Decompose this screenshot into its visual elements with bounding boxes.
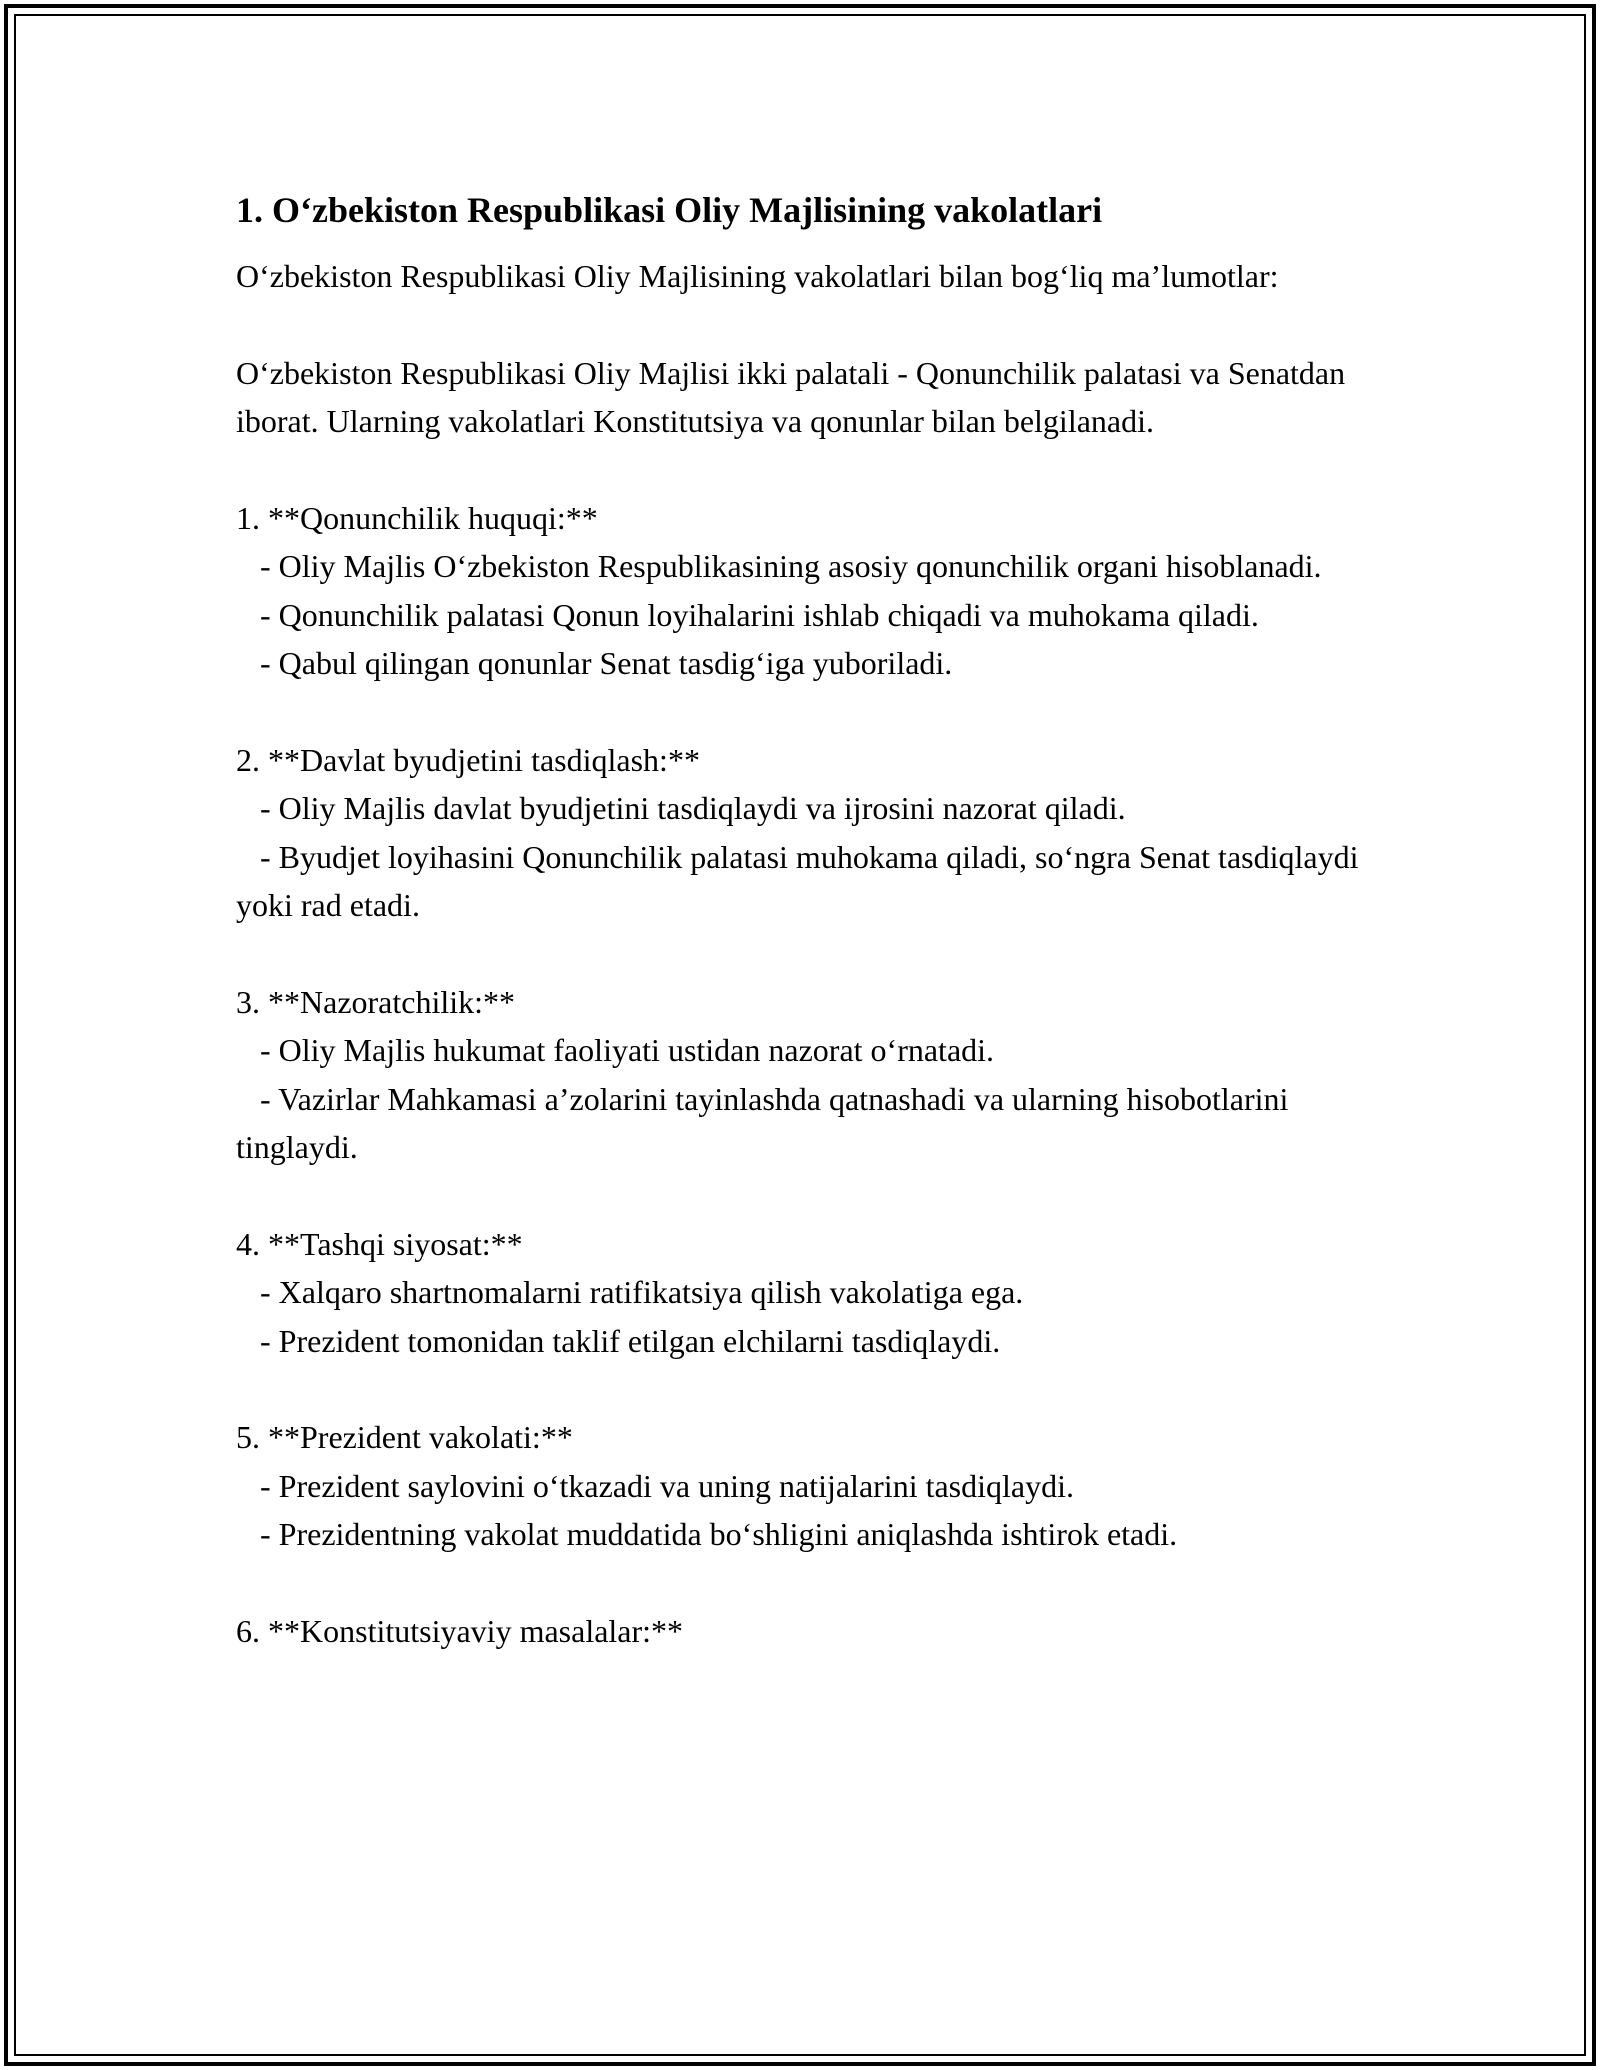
section-heading: 6. **Konstitutsiyaviy masalalar:** bbox=[236, 1612, 684, 1649]
list-item: - Oliy Majlis hukumat faoliyati ustidan nazorat o‘rnatadi. bbox=[236, 1032, 995, 1068]
section-heading: 1. **Qonunchilik huquqi:** bbox=[236, 499, 598, 536]
section-foreign-policy bbox=[236, 1220, 1376, 1366]
section-heading: 4. **Tashqi siyosat:** bbox=[236, 1225, 523, 1262]
section-president bbox=[236, 1413, 1376, 1559]
list-item: - Vazirlar Mahkamasi a’zolarini tayinlashda qatnashadi va ularning hisobotlarini tinglaydi. bbox=[236, 1080, 1297, 1165]
section-budget bbox=[236, 736, 1376, 930]
list-item: - Oliy Majlis davlat byudjetini tasdiqlaydi va ijrosini nazorat qiladi. bbox=[236, 790, 1126, 826]
list-item: - Xalqaro shartnomalarni ratifikatsiya qilish vakolatiga ega. bbox=[236, 1274, 1024, 1310]
section-constitutional bbox=[236, 1607, 1376, 1656]
list-item: - Qonunchilik palatasi Qonun loyihalarini ishlab chiqadi va muhokama qiladi. bbox=[236, 596, 1259, 633]
list-item: - Oliy Majlis O‘zbekiston Respublikasining asosiy qonunchilik organi hisoblanadi. bbox=[236, 548, 1322, 584]
section-heading: 2. **Davlat byudjetini tasdiqlash:** bbox=[236, 741, 700, 778]
section-legislative bbox=[236, 494, 1376, 688]
intro-text: O‘zbekiston Respublikasi Oliy Majlisining vakolatlari bilan bog‘liq ma’lumotlar: bbox=[236, 258, 1279, 294]
list-item: - Byudjet loyihasini Qonunchilik palatasi muhokama qiladi, so‘ngra Senat tasdiqlaydi yoki rad etadi. bbox=[236, 838, 1367, 923]
document-title: 1. O‘zbekiston Respublikasi Oliy Majlisining vakolatlari bbox=[236, 190, 1103, 230]
list-item: - Prezident saylovini o‘tkazadi va uning natijalarini tasdiqlaydi. bbox=[236, 1467, 1074, 1504]
list-item: - Prezident tomonidan taklif etilgan elchilarni tasdiqlaydi. bbox=[236, 1322, 1001, 1359]
section-heading: 5. **Prezident vakolati:** bbox=[236, 1419, 573, 1455]
list-item: - Prezidentning vakolat muddatida bo‘shligini aniqlashda ishtirok etadi. bbox=[236, 1516, 1178, 1552]
document-body bbox=[236, 186, 1376, 1703]
list-item: - Qabul qilingan qonunlar Senat tasdig‘iga yuboriladi. bbox=[236, 645, 953, 681]
overview-paragraph: O‘zbekiston Respublikasi Oliy Majlisi ikki palatali - Qonunchilik palatasi va Senatdan iborat. Ularning vakolatlari Konstitutsiya va qonunlar bilan belgilanadi. bbox=[236, 354, 1346, 439]
section-oversight bbox=[236, 978, 1376, 1172]
section-heading: 3. **Nazoratchilik:** bbox=[236, 983, 516, 1020]
